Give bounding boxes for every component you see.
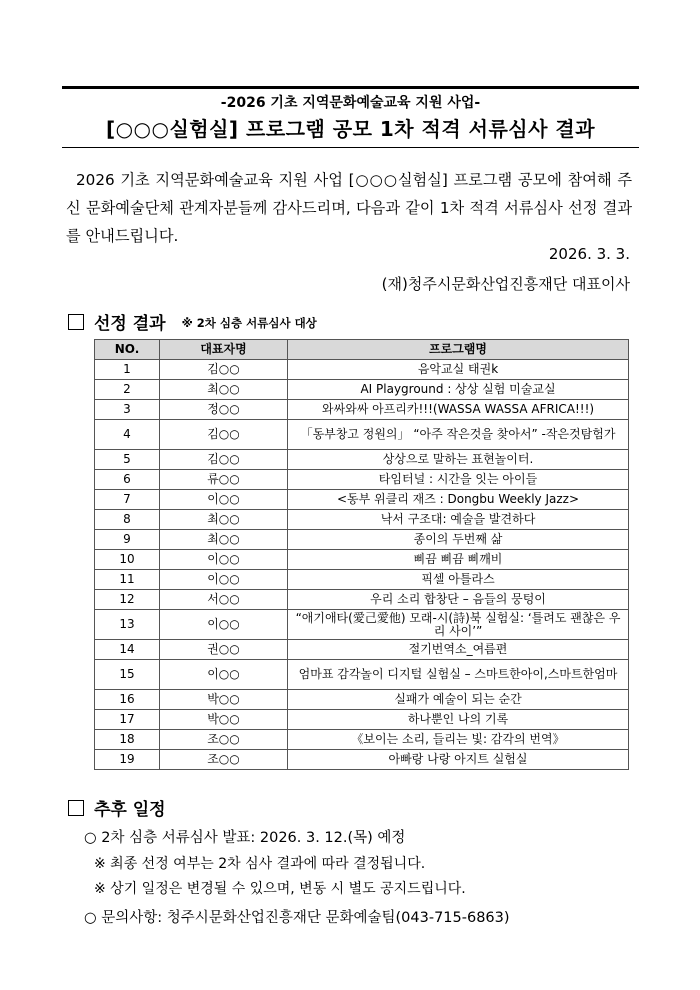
table-row	[95, 490, 629, 510]
table-header-row	[95, 340, 629, 360]
row-number: 15	[95, 660, 160, 690]
table-row	[95, 380, 629, 400]
table-row	[95, 570, 629, 590]
selection-table	[94, 339, 629, 770]
program-name: 《보이는 소리, 들리는 빛: 감각의 번역》	[288, 730, 629, 750]
program-name: 「동부창고 정원의」 “아주 작은것을 찾아서” -작은것탐험가	[288, 420, 629, 450]
schedule-note-change: ※ 상기 일정은 변경될 수 있으며, 변동 시 별도 공지드립니다.	[94, 881, 466, 897]
program-name: 하나뿐인 나의 기록	[288, 710, 629, 730]
table-row	[95, 610, 629, 640]
row-number: 5	[95, 450, 160, 470]
row-number: 8	[95, 510, 160, 530]
representative-name: 이○○	[160, 550, 288, 570]
row-number: 4	[95, 420, 160, 450]
row-number: 11	[95, 570, 160, 590]
table-row	[95, 510, 629, 530]
row-number: 17	[95, 710, 160, 730]
representative-name: 이○○	[160, 610, 288, 640]
program-name: 절기번역소_여름편	[288, 640, 629, 660]
row-number: 7	[95, 490, 160, 510]
table-row	[95, 660, 629, 690]
row-number: 18	[95, 730, 160, 750]
intro-paragraph: 2026 기초 지역문화예술교육 지원 사업 [○○○실험실] 프로그램 공모에 참여해 주신 문화예술단체 관계자분들께 감사드리며, 다음과 같이 1차 적격 서류심사 선정 결과를 안내드립니다.	[66, 171, 632, 245]
program-name: 엄마표 감각놀이 디지털 실험실 – 스마트한아이,스마트한엄마	[288, 660, 629, 690]
representative-name: 권○○	[160, 640, 288, 660]
program-name: 우리 소리 합창단 – 음들의 뭉텅이	[288, 590, 629, 610]
title-bottom-rule	[62, 147, 639, 148]
selection-note: ※ 2차 심층 서류심사 대상	[181, 316, 317, 330]
selection-heading-text: 선정 결과	[94, 314, 166, 334]
row-number: 9	[95, 530, 160, 550]
program-name: 상상으로 말하는 표현놀이터.	[288, 450, 629, 470]
representative-name: 김○○	[160, 360, 288, 380]
table-row	[95, 420, 629, 450]
table-row	[95, 360, 629, 380]
announcement-date: 2026. 3. 3.	[548, 245, 630, 263]
representative-name: 이○○	[160, 570, 288, 590]
row-number: 10	[95, 550, 160, 570]
schedule-heading	[68, 795, 166, 820]
schedule-item-announcement: ○ 2차 심층 서류심사 발표: 2026. 3. 12.(목) 예정	[84, 830, 406, 846]
program-name: <동부 위클리 재즈 : Dongbu Weekly Jazz>	[288, 490, 629, 510]
issuing-organization: (재)청주시문화산업진흥재단 대표이사	[381, 275, 630, 293]
row-number: 2	[95, 380, 160, 400]
program-name: 픽셀 아틀라스	[288, 570, 629, 590]
table-body	[95, 360, 629, 770]
row-number: 6	[95, 470, 160, 490]
representative-name: 최○○	[160, 380, 288, 400]
representative-name: 이○○	[160, 490, 288, 510]
representative-name: 김○○	[160, 420, 288, 450]
table-row	[95, 710, 629, 730]
row-number: 13	[95, 610, 160, 640]
table-row	[95, 690, 629, 710]
representative-name: 조○○	[160, 730, 288, 750]
program-name: 삐끔 삐끔 삐깨비	[288, 550, 629, 570]
table-row	[95, 640, 629, 660]
representative-name: 서○○	[160, 590, 288, 610]
row-number: 1	[95, 360, 160, 380]
program-name: “애기애타(愛己愛他) 모래-시(詩)북 실험실: ‘틀려도 괜찮은 우리 사이’”	[288, 610, 629, 640]
representative-name: 류○○	[160, 470, 288, 490]
table-row	[95, 750, 629, 770]
representative-name: 조○○	[160, 750, 288, 770]
square-bullet-icon	[68, 314, 84, 330]
row-number: 12	[95, 590, 160, 610]
representative-name: 박○○	[160, 690, 288, 710]
representative-name: 이○○	[160, 660, 288, 690]
row-number: 14	[95, 640, 160, 660]
table-row	[95, 530, 629, 550]
table-row	[95, 450, 629, 470]
column-header-no: NO.	[95, 340, 160, 360]
page-title: [○○○실험실] 프로그램 공모 1차 적격 서류심사 결과	[105, 117, 596, 141]
table-row	[95, 470, 629, 490]
schedule-item-contact: ○ 문의사항: 청주시문화산업진흥재단 문화예술팀(043-715-6863)	[84, 910, 510, 926]
program-name: 와싸와싸 아프리카!!!(WASSA WASSA AFRICA!!!)	[288, 400, 629, 420]
table-row	[95, 550, 629, 570]
title-top-rule	[62, 86, 639, 89]
program-name: 실패가 예술이 되는 순간	[288, 690, 629, 710]
table-row	[95, 590, 629, 610]
representative-name: 최○○	[160, 510, 288, 530]
table-row	[95, 400, 629, 420]
row-number: 19	[95, 750, 160, 770]
page-subtitle: -2026 기초 지역문화예술교육 지원 사업-	[220, 95, 481, 111]
program-name: 음악교실 태권k	[288, 360, 629, 380]
schedule-note-final: ※ 최종 선정 여부는 2차 심사 결과에 따라 결정됩니다.	[94, 856, 426, 872]
column-header-program: 프로그램명	[288, 340, 629, 360]
table-row	[95, 730, 629, 750]
program-name: AI Playground : 상상 실험 미술교실	[288, 380, 629, 400]
program-name: 낙서 구조대: 예술을 발견하다	[288, 510, 629, 530]
program-name: 종이의 두번째 삶	[288, 530, 629, 550]
representative-name: 박○○	[160, 710, 288, 730]
representative-name: 김○○	[160, 450, 288, 470]
representative-name: 정○○	[160, 400, 288, 420]
representative-name: 최○○	[160, 530, 288, 550]
row-number: 3	[95, 400, 160, 420]
schedule-heading-text: 추후 일정	[94, 800, 166, 820]
selection-heading	[68, 309, 317, 334]
program-name: 아빠랑 나랑 아지트 실험실	[288, 750, 629, 770]
column-header-name: 대표자명	[160, 340, 288, 360]
program-name: 타임터널 : 시간을 잇는 아이들	[288, 470, 629, 490]
row-number: 16	[95, 690, 160, 710]
square-bullet-icon	[68, 800, 84, 816]
